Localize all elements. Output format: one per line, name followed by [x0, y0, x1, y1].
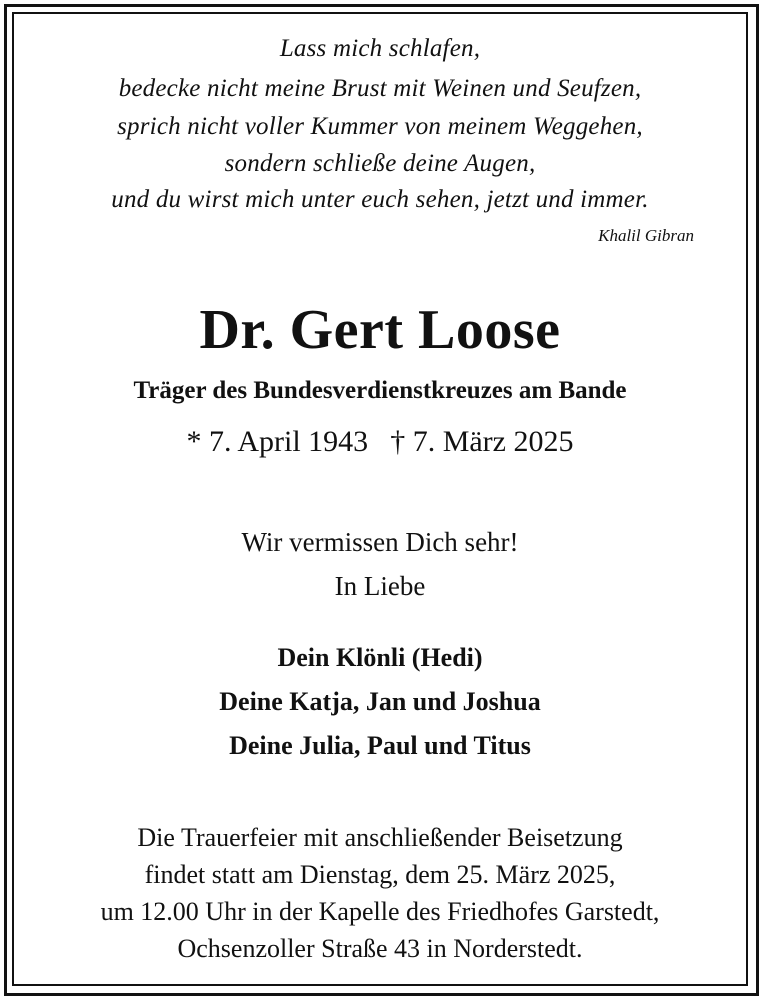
quote-line: bedecke nicht meine Brust mit Weinen und Seufzen,: [118, 75, 642, 102]
death-date: † 7. März 2025: [390, 425, 574, 458]
family-member: Deine Katja, Jan und Joshua: [219, 687, 541, 716]
deceased-honor: Träger des Bundesverdienstkreuzes am Bande: [133, 377, 627, 404]
quote-line: sprich nicht voller Kummer von meinem Weggehen,: [117, 113, 643, 140]
message-line: In Liebe: [334, 571, 426, 601]
obituary-notice: [14, 14, 746, 984]
family-member: Deine Julia, Paul und Titus: [229, 731, 531, 760]
service-line: findet statt am Dienstag, dem 25. März 2025,: [144, 860, 616, 889]
quote-line: sondern schließe deine Augen,: [224, 150, 536, 177]
quote-author: Khalil Gibran: [598, 226, 694, 245]
family-member: Dein Klönli (Hedi): [277, 643, 483, 672]
quote-line: Lass mich schlafen,: [279, 35, 481, 62]
birth-date: * 7. April 1943: [186, 425, 369, 458]
deceased-name: Dr. Gert Loose: [199, 299, 561, 361]
message-line: Wir vermissen Dich sehr!: [241, 527, 519, 557]
service-line: um 12.00 Uhr in der Kapelle des Friedhofes Garstedt,: [100, 897, 660, 926]
life-dates: [14, 427, 746, 457]
quote-line: und du wirst mich unter euch sehen, jetzt und immer.: [111, 186, 649, 213]
service-line: Ochsenzoller Straße 43 in Norderstedt.: [177, 934, 583, 963]
service-line: Die Trauerfeier mit anschließender Beisetzung: [137, 823, 623, 852]
